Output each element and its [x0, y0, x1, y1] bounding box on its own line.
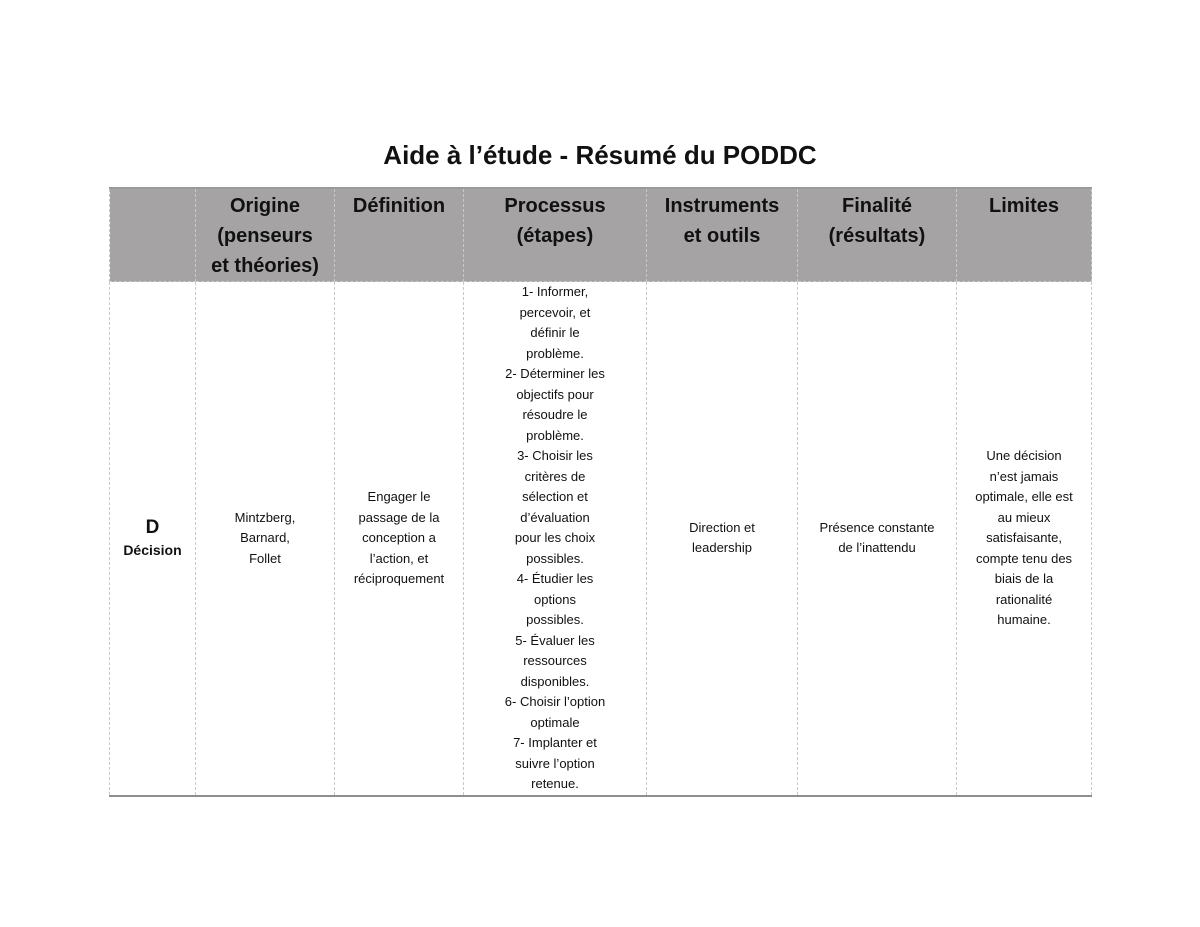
table-row	[110, 282, 1092, 796]
definition-cell: Engager le passage de la conception a l’action, et réciproquement	[335, 282, 464, 796]
document-title: Aide à l’étude - Résumé du PODDC	[383, 140, 817, 170]
header-cell-processus: Processus (étapes)	[464, 188, 647, 282]
header-cell-finalite: Finalité (résultats)	[798, 188, 957, 282]
origine-cell: Mintzberg, Barnard, Follet	[196, 282, 335, 796]
process-step: 4- Étudier les options possibles.	[516, 571, 594, 627]
process-step: 6- Choisir l’option optimale	[504, 694, 606, 730]
header-cell-origine: Origine (penseurs et théories)	[196, 188, 335, 282]
process-step: 3- Choisir les critères de sélection et d’évaluation pour les choix possibles.	[514, 448, 596, 566]
limites-cell: Une décision n’est jamais optimale, elle est au mieux satisfaisante, compte tenu des biais de la rationalité humaine.	[957, 282, 1092, 796]
process-step: 7- Implanter et suivre l’option retenue.	[513, 735, 597, 791]
header-row	[110, 188, 1092, 282]
header-cell-limites: Limites	[957, 188, 1092, 282]
finalite-cell: Présence constante de l’inattendu	[798, 282, 957, 796]
process-step: 5- Évaluer les ressources disponibles.	[515, 632, 595, 689]
row-name: Décision	[123, 542, 182, 559]
process-step: 1- Informer, percevoir, et définir le problème.	[519, 284, 591, 361]
process-steps-list	[470, 282, 640, 795]
processus-cell	[464, 282, 647, 796]
header-cell-instruments: Instruments et outils	[647, 188, 798, 282]
instruments-cell: Direction et leadership	[647, 282, 798, 796]
row-letter: D	[145, 517, 160, 539]
poddc-summary-table	[109, 187, 1092, 797]
header-cell-empty	[110, 188, 196, 282]
row-label-cell	[110, 282, 196, 796]
header-cell-definition: Définition	[335, 188, 464, 282]
process-step: 2- Déterminer les objectifs pour résoudre le problème.	[505, 366, 605, 443]
